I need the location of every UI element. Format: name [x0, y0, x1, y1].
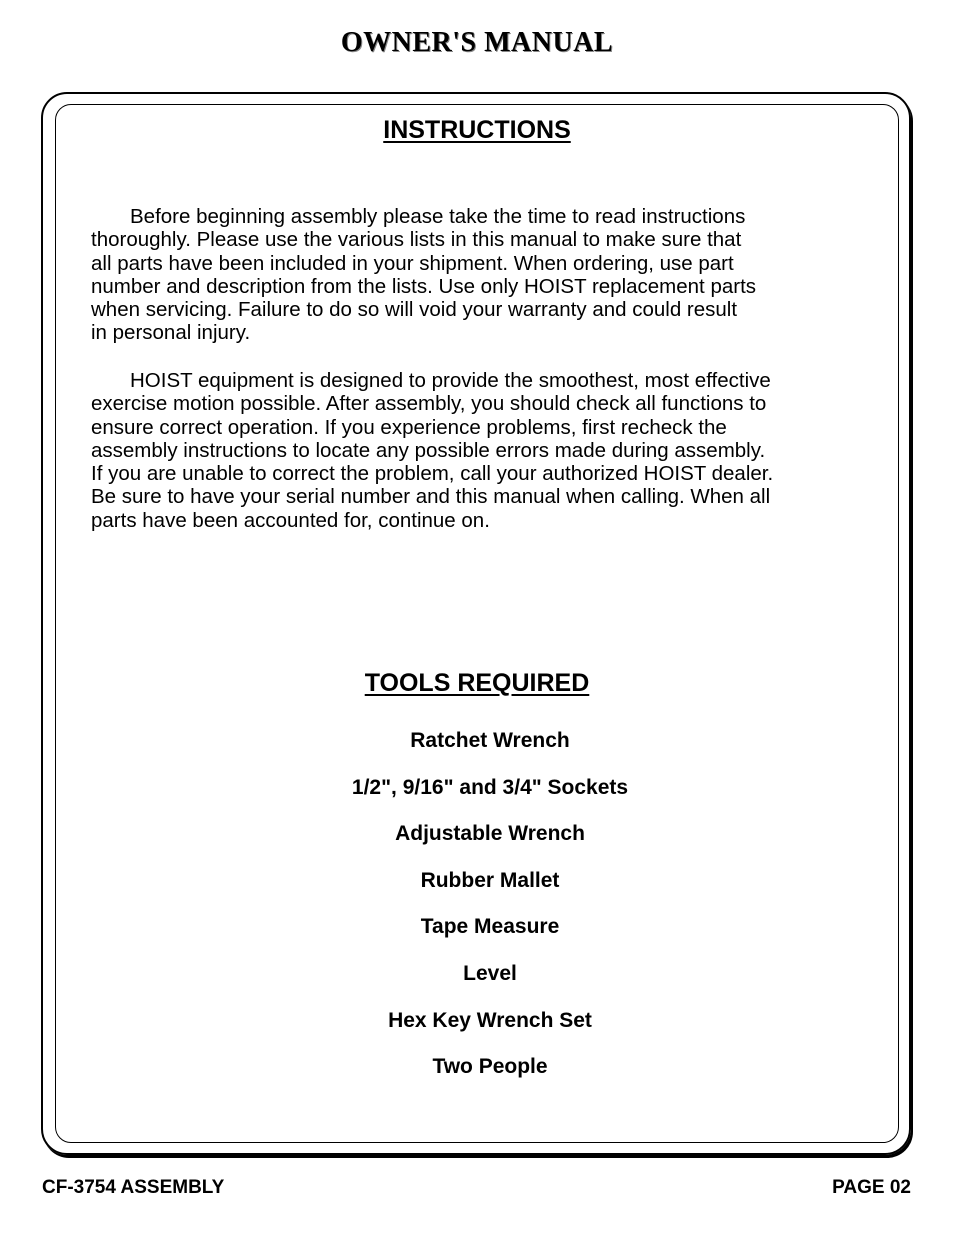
paragraph-line: thoroughly. Please use the various lists in this manual to make sure that — [91, 228, 742, 252]
paragraph-line: parts have been accounted for, continue on. — [91, 508, 490, 532]
paragraph-line: exercise motion possible. After assembly, you should check all functions to — [91, 392, 767, 416]
tools-list — [285, 727, 695, 1100]
tool-item: Two People — [432, 1055, 548, 1079]
tool-item: Hex Key Wrench Set — [388, 1008, 592, 1032]
paragraph-line: number and description from the lists. Use only HOIST replacement parts — [91, 274, 757, 298]
paragraph-line: all parts have been included in your shipment. When ordering, use part — [91, 251, 734, 275]
paragraph-line: Before beginning assembly please take the time to read instructions — [130, 205, 746, 228]
tool-item: Adjustable Wrench — [395, 822, 585, 846]
paragraph-line: If you are unable to correct the problem, call your authorized HOIST dealer. — [91, 462, 774, 486]
instructions-paragraph-2 — [91, 369, 871, 532]
paragraph-line: Be sure to have your serial number and this manual when calling. When all — [91, 485, 771, 509]
footer-page-number: PAGE 02 — [832, 1177, 911, 1198]
tool-item: Level — [463, 961, 517, 985]
tool-item: Rubber Mallet — [420, 868, 560, 892]
tool-item: Tape Measure — [420, 915, 560, 939]
instructions-paragraph-1 — [91, 205, 871, 345]
paragraph-line: in personal injury. — [91, 321, 251, 345]
paragraph-line: assembly instructions to locate any possible errors made during assembly. — [91, 438, 766, 462]
tool-item: 1/2", 9/16" and 3/4" Sockets — [351, 775, 629, 799]
tools-required-heading: TOOLS REQUIRED — [364, 669, 590, 697]
instructions-heading: INSTRUCTIONS — [383, 116, 571, 144]
paragraph-line: ensure correct operation. If you experience problems, first recheck the — [91, 415, 727, 439]
paragraph-line: HOIST equipment is designed to provide the smoothest, most effective — [130, 369, 771, 392]
tool-item: Ratchet Wrench — [410, 729, 570, 752]
footer-document-id: CF-3754 ASSEMBLY — [42, 1177, 225, 1198]
page-title: OWNER'S MANUAL — [340, 27, 614, 58]
paragraph-line: when servicing. Failure to do so will void your warranty and could result — [91, 298, 738, 322]
